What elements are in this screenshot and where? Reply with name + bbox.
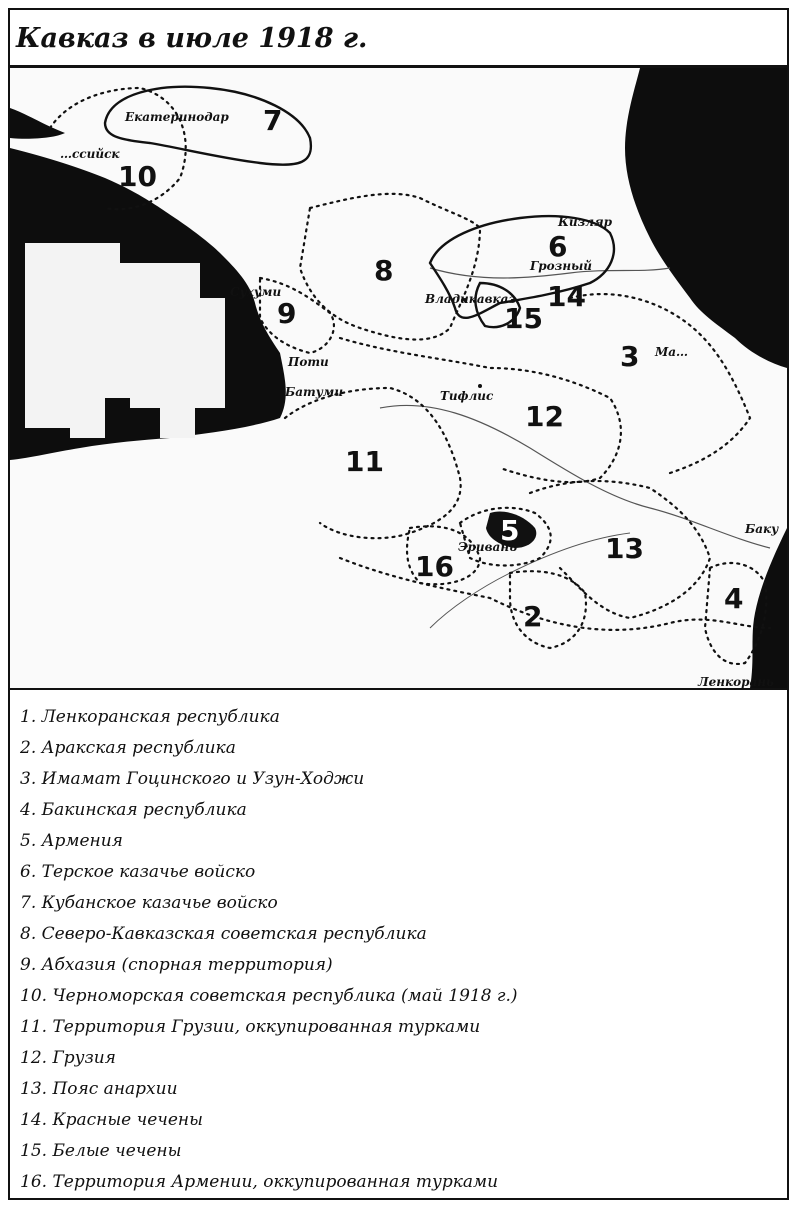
legend-item: 9. Абхазия (спорная территория) <box>20 955 333 975</box>
region-number: 2 <box>523 600 543 633</box>
city-label: …ссийск <box>60 147 120 161</box>
region-number: 16 <box>415 550 454 583</box>
region-number: 5 <box>500 514 520 547</box>
legend-item: 4. Бакинская республика <box>20 800 247 820</box>
region-number: 7 <box>263 104 283 137</box>
map-frame <box>8 8 789 1200</box>
city-label: Эривань <box>458 540 517 554</box>
caspian-sea <box>625 68 787 368</box>
region-number: 12 <box>525 400 564 433</box>
city-label: Кизляр <box>558 215 613 229</box>
legend <box>20 702 780 1198</box>
legend-item: 3. Имамат Гоцинского и Узун-Ходжи <box>20 769 365 789</box>
city-label: Тифлис <box>440 389 494 403</box>
caspian-south <box>750 528 787 688</box>
legend-item: 15. Белые чечены <box>20 1141 182 1161</box>
legend-item: 2. Аракская республика <box>20 738 236 758</box>
legend-item: 14. Красные чечены <box>20 1110 203 1130</box>
map-title: Кавказ в июле 1918 г. <box>10 10 787 68</box>
legend-item: 10. Черноморская советская республика (май 1918 г.) <box>20 986 518 1006</box>
azov-sea <box>10 108 65 139</box>
region-number: 6 <box>548 230 568 263</box>
legend-item: 5. Армения <box>20 831 123 851</box>
region-number: 4 <box>724 582 744 615</box>
legend-item: 1. Ленкоранская республика <box>20 707 280 727</box>
region-number: 3 <box>620 340 640 373</box>
region-number: 8 <box>374 254 394 287</box>
city-label: Сухуми <box>230 285 282 299</box>
city-label: Грозный <box>530 259 593 273</box>
region-number: 10 <box>118 160 157 193</box>
region-number: 14 <box>547 280 586 313</box>
legend-item: 12. Грузия <box>20 1048 116 1068</box>
region-number: 11 <box>345 445 384 478</box>
city-dot <box>478 384 482 388</box>
city-label: Екатеринодар <box>125 110 229 124</box>
legend-item: 11. Территория Грузии, оккупированная турками <box>20 1017 481 1037</box>
city-label: Владикавказ <box>425 292 517 306</box>
legend-item: 13. Пояс анархии <box>20 1079 178 1099</box>
city-label: Поти <box>288 355 329 369</box>
map-svg <box>10 68 787 688</box>
region-number: 13 <box>605 532 644 565</box>
city-label: Батуми <box>285 385 344 399</box>
city-label: Ленкорань <box>698 675 774 688</box>
city-label: Баку <box>745 522 779 536</box>
legend-item: 7. Кубанское казачье войско <box>20 893 278 913</box>
region-number: 15 <box>504 302 543 335</box>
legend-item: 6. Терское казачье войско <box>20 862 256 882</box>
legend-item: 16. Территория Армении, оккупированная турками <box>20 1172 499 1192</box>
legend-item: 8. Северо-Кавказская советская республика <box>20 924 427 944</box>
region-number: 9 <box>277 297 297 330</box>
map-area <box>10 68 787 690</box>
city-label: Ма… <box>655 345 689 359</box>
